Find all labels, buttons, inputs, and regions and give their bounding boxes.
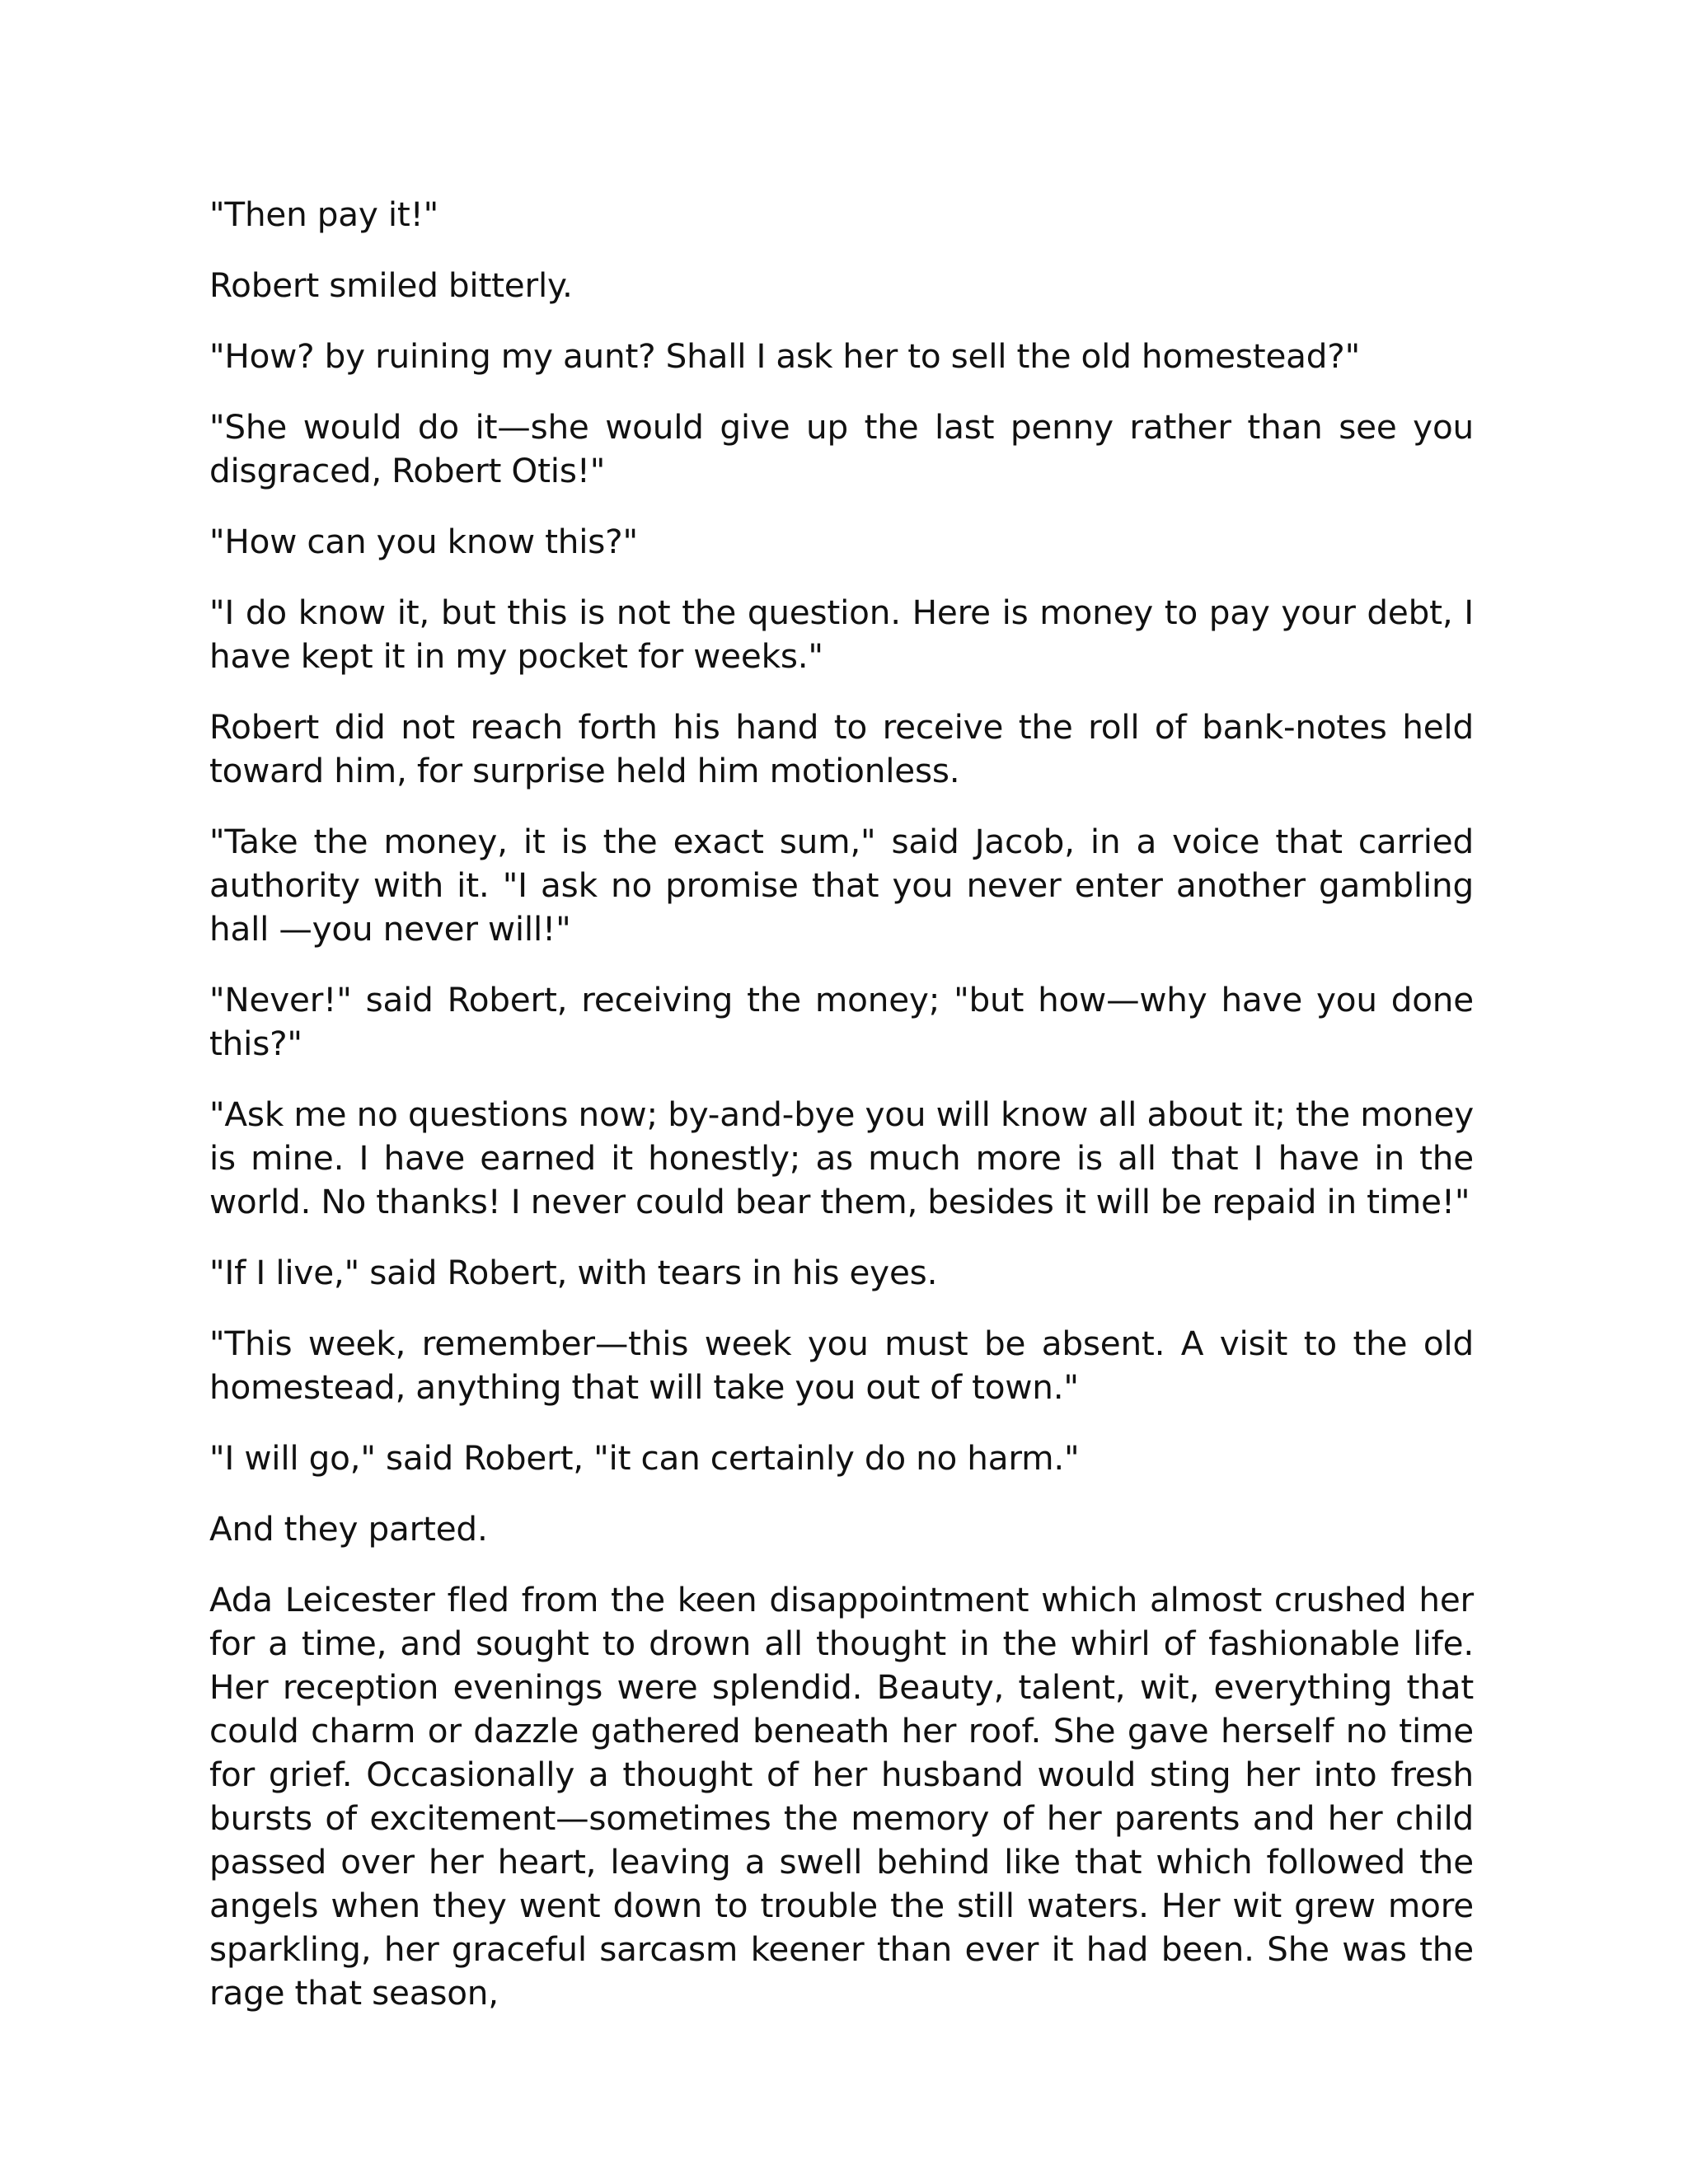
paragraph: "She would do it—she would give up the last penny rather than see you disgraced, Robert Otis!" xyxy=(209,407,1474,490)
paragraph: "I do know it, but this is not the question. Here is money to pay your debt, I have kept it in my pocket for weeks." xyxy=(209,593,1474,676)
paragraph: "Never!" said Robert, receiving the money; "but how—why have you done this?" xyxy=(209,980,1474,1063)
paragraph: "If I live," said Robert, with tears in his eyes. xyxy=(209,1253,938,1292)
paragraph: And they parted. xyxy=(209,1509,488,1549)
paragraph: "Then pay it!" xyxy=(209,194,439,234)
paragraph: "How? by ruining my aunt? Shall I ask her to sell the old homestead?" xyxy=(209,336,1361,376)
paragraph: "I will go," said Robert, "it can certainly do no harm." xyxy=(209,1438,1080,1478)
paragraph: Robert smiled bitterly. xyxy=(209,265,573,305)
paragraph: "How can you know this?" xyxy=(209,522,638,561)
paragraph: Robert did not reach forth his hand to receive the roll of bank-notes held toward him, for surprise held him motionless. xyxy=(209,707,1474,790)
paragraph: "Take the money, it is the exact sum," said Jacob, in a voice that carried authority with it. "I ask no promise that you never enter another gambling hall —you never will!" xyxy=(209,822,1474,949)
paragraph: "Ask me no questions now; by-and-bye you will know all about it; the money is mine. I have earned it honestly; as much more is all that I have in the world. No thanks! I never could bear them, besides it will be repaid in time!" xyxy=(209,1094,1474,1221)
paragraph: "This week, remember—this week you must be absent. A visit to the old homestead, anything that will take you out of town." xyxy=(209,1324,1474,1407)
page-text xyxy=(209,193,1474,2042)
paragraph: Ada Leicester fled from the keen disappointment which almost crushed her for a time, and sought to drown all thought in the whirl of fashionable life. Her reception evenings were splendid. Beauty, talent, wit, everything that could charm or dazzle gathered beneath her roof. She gave herself no time for grief. Occasionally a thought of her husband would sting her into fresh bursts of excitement—sometimes the memory of her parents and her child passed over her heart, leaving a swell behind like that which followed the angels when they went down to trouble the still waters. Her wit grew more sparkling, her graceful sarcasm keener than ever it had been. She was the rage that season, xyxy=(209,1580,1474,2013)
